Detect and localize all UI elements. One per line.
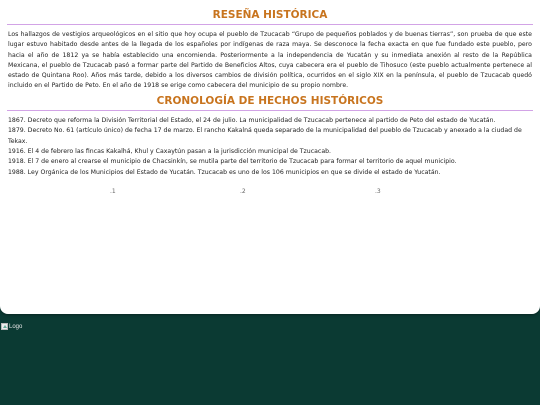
footnote-link-1[interactable]: .1	[110, 188, 116, 196]
cronologia-item: 1916. El 4 de febrero las fincas Kakalhá, Khul y Caxaytún pasan a la jurisdicción municipal de Tzucacab.	[8, 148, 331, 155]
broken-image	[1, 322, 22, 331]
cronologia-item: 1879. Decreto No. 61 (artículo único) de fecha 17 de marzo. El rancho Kakalná queda separado de la municipalidad del pueblo de Tzucacab y anexado a la ciudad de Tekax.	[8, 127, 522, 145]
broken-image-icon	[1, 323, 8, 330]
footnote-link-2[interactable]: .2	[240, 188, 246, 196]
resena-title: RESEÑA HISTÓRICA	[7, 6, 533, 25]
cronologia-item: 1988. Ley Orgánica de los Municipios del Estado de Yucatán. Tzucacab es uno de los 106 municipios en que se divide el estado de Yucatán.	[8, 168, 441, 176]
footnote-link-3[interactable]: .3	[375, 188, 381, 196]
cronologia-item: 1867. Decreto que reforma la División Territorial del Estado, el 24 de julio. La municipalidad de Tzucacab pertenece al partido de Peto del estado de Yucatán.	[8, 116, 496, 124]
resena-paragraph: Los hallazgos de vestigios arqueológicos en el sitio que hoy ocupa el pueblo de Tzucacab “Grupo de pequeños poblados y de buenas tierras”, son prueba de que este lugar estuvo habitado desde antes de la llegada de los españoles por indígenas de raza maya. Se desconoce la fecha exacta en que fue fundado este pueblo, pero hacia el año de 1812 ya se había establecido una encomienda. Posteriormente a la independencia de Yucatán y su inmediata anexión al resto de la República Mexicana, el pueblo de Tzucacab pasó a formar parte del Partido de Beneficios Altos, cuya cabecera era el pueblo de Tihosuco (este pueblo actualmente pertenece al estado de Quintana Roo). Años más tarde, debido a los diversos cambios de división política, ocurridos en el siglo XIX en la península, el pueblo de Tzucacab quedó incluido en el Partido de Peto. En el año de 1918 se erige como cabecera del municipio de su propio nombre.	[8, 31, 532, 90]
cronologia-list	[8, 116, 532, 178]
cronologia-title: CRONOLOGÍA DE HECHOS HISTÓRICOS	[7, 92, 533, 111]
image-alt-text: Logo	[9, 323, 23, 330]
cronologia-item: 1918. El 7 de enero al crearse el municipio de Chacsinkín, se mutila parte del territorio de Tzucacab para formar el territorio de aquel municipio.	[8, 158, 457, 166]
footnote-links	[8, 188, 532, 200]
